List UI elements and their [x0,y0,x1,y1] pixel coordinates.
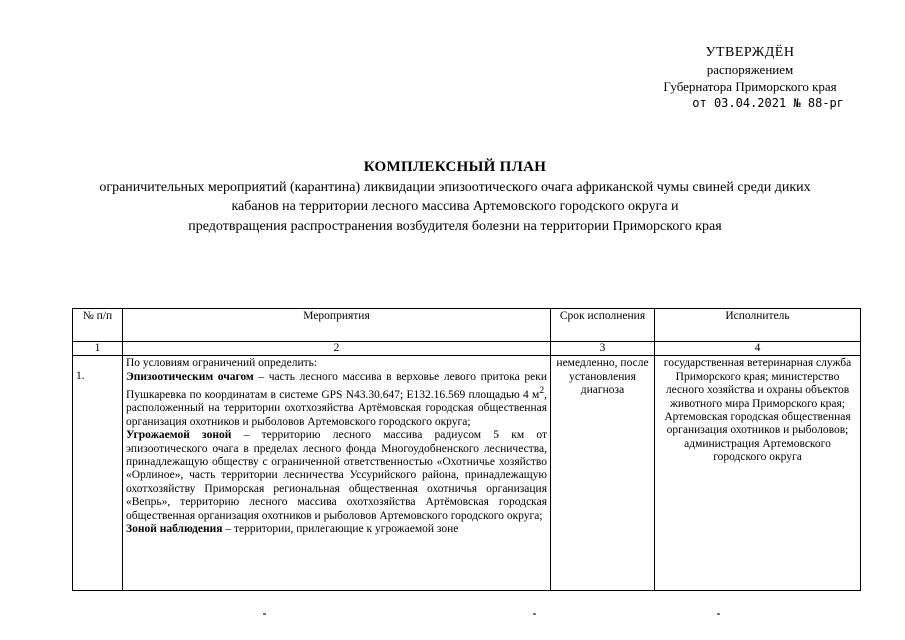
plan-heading [40,158,870,236]
focus-sup: 2 [539,385,545,397]
approval-date-number: от 03.04.2021 № 88-рг [692,96,844,110]
threat-paragraph [126,429,547,523]
focus-term: Эпизоотическим очагом [126,370,254,383]
plan-subtitle-line-2: кабанов на территории лесного массива Артемовского городского округа и [231,199,679,214]
measures-table [72,308,861,591]
watch-paragraph [126,523,547,536]
threat-text: – территорию лесного массива радиусом 5 км от эпизоотического очага в пределах лесного фонда Многоудобненского лесничества, принадлежащую обществу с ограниченной ответственностью «Охотничье хозяйство «Орлиное», часть территории лесничества Уссурийского района, принадлежащую охотхозяйству Приморская региональная общественная охотничья организация «Вепрь», территорию лесного массива охотхозяйства Артёмовская городская общественная организация охотников и рыболовов Артемовского городского округа; [126,429,547,522]
scan-mark [717,613,720,615]
row-deadline-cell [551,356,655,591]
focus-text-b: , расположенный на территории охотхозяйства Артёмовская городская общественная организация охотников и рыболовов Артемовского городского округа; [126,389,547,428]
focus-paragraph [126,371,547,429]
header-executor: Исполнитель [655,309,861,342]
row-number-cell [73,356,123,591]
column-number-4: 4 [655,342,861,356]
table-header-row [73,309,861,342]
approval-by-order: распоряжением [706,62,794,77]
plan-title: КОМПЛЕКСНЫЙ ПЛАН [363,159,547,175]
focus-text-a: – часть лесного массива в верховье левого притока реки Пушкаревка по координатам в системе GPS N43.30.647; E132.16.569 площадью 4 м [126,370,547,402]
plan-subtitle-line-1: ограничительных мероприятий (карантина) ликвидации эпизоотического очага африканской чумы свиней среди диких [99,179,811,195]
column-number-row [73,342,861,356]
header-measures: Мероприятия [123,309,551,342]
header-number: № п/п [73,309,123,342]
threat-term: Угрожаемой зоной [126,429,232,442]
watch-text: – территории, прилегающие к угрожаемой зоне [222,523,459,536]
column-number-1: 1 [73,342,123,356]
column-number-3: 3 [551,342,655,356]
scan-mark [533,613,536,615]
approval-block [620,44,880,112]
row-intro: По условиям ограничений определить: [126,357,318,370]
plan-subtitle-line-3: предотвращения распространения возбудителя болезни на территории Приморского края [188,218,722,234]
row-deadline: немедленно, после установления диагноза [556,357,649,397]
row-measures-cell [123,356,551,591]
column-number-2: 2 [123,342,551,356]
row-number: 1. [76,370,85,383]
approval-governor: Губернатора Приморского края [663,79,837,94]
approval-title: УТВЕРЖДЁН [705,45,795,60]
table-row [73,356,861,591]
row-executor-cell [655,356,861,591]
watch-term: Зоной наблюдения [126,523,223,536]
scan-mark [263,613,266,615]
header-deadline: Срок исполнения [551,309,655,342]
row-executors: государственная ветеринарная служба Приморского края; министерство лесного хозяйства и охраны объектов животного мира Приморского края; Артемовская городская общественная организация охотников и рыболовов; администрация Артемовского городского округа [663,357,852,464]
